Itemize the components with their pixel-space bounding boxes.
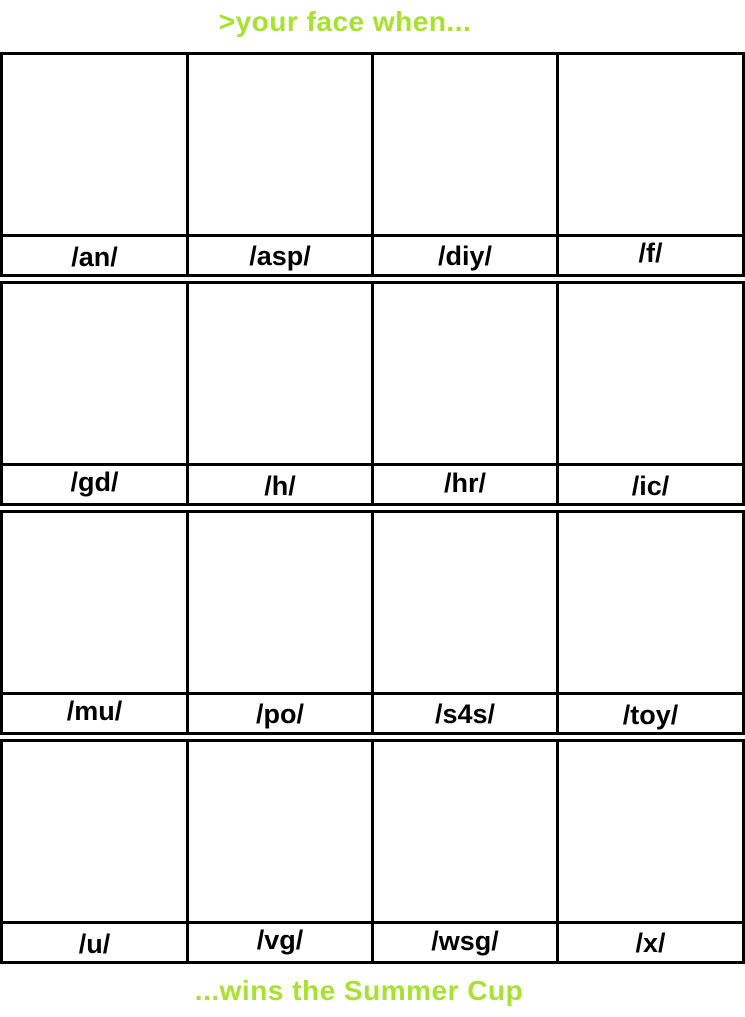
board-label-box bbox=[556, 234, 745, 277]
face-slot bbox=[186, 739, 374, 924]
board-label-box bbox=[186, 921, 374, 964]
board-label: /toy/ bbox=[622, 700, 679, 730]
board-label: /an/ bbox=[71, 242, 118, 272]
board-label: /gd/ bbox=[70, 467, 119, 497]
face-slot bbox=[186, 52, 374, 237]
face-slot bbox=[556, 510, 745, 695]
board-label-box bbox=[556, 463, 745, 506]
board-label-box bbox=[556, 692, 745, 735]
face-slot bbox=[371, 739, 559, 924]
face-slot bbox=[186, 281, 374, 466]
board-label: /asp/ bbox=[249, 241, 311, 271]
board-label: /hr/ bbox=[443, 468, 486, 498]
face-slot bbox=[0, 739, 189, 924]
footer-caption: ...wins the Summer Cup bbox=[194, 975, 524, 1006]
board-label: /po/ bbox=[256, 699, 304, 729]
board-label: /s4s/ bbox=[434, 699, 496, 729]
board-label: /wsg/ bbox=[431, 926, 499, 956]
board-label: /x/ bbox=[635, 928, 666, 958]
board-label-box bbox=[0, 692, 189, 735]
board-label: /mu/ bbox=[66, 696, 123, 726]
board-label: /vg/ bbox=[256, 925, 304, 955]
board-label: /diy/ bbox=[437, 241, 492, 271]
face-slot bbox=[371, 510, 559, 695]
face-slot bbox=[0, 52, 189, 237]
board-label-box bbox=[186, 463, 374, 506]
board-label-box bbox=[0, 921, 189, 964]
face-slot bbox=[371, 281, 559, 466]
board-label: /ic/ bbox=[631, 471, 670, 501]
board-label: /u/ bbox=[78, 929, 111, 959]
face-slot bbox=[0, 510, 189, 695]
board-label-box bbox=[371, 692, 559, 735]
face-slot bbox=[556, 281, 745, 466]
board-label-box bbox=[186, 692, 374, 735]
board-label-box bbox=[556, 921, 745, 964]
face-slot bbox=[0, 281, 189, 466]
board-label: /h/ bbox=[264, 471, 296, 501]
board-label-box bbox=[371, 234, 559, 277]
face-slot bbox=[556, 52, 745, 237]
board-label: /f/ bbox=[638, 238, 663, 268]
board-label-box bbox=[0, 234, 189, 277]
board-label-box bbox=[0, 463, 189, 506]
board-label-box bbox=[371, 921, 559, 964]
face-slot bbox=[186, 510, 374, 695]
face-slot bbox=[556, 739, 745, 924]
board-label-box bbox=[371, 463, 559, 506]
face-slot bbox=[371, 52, 559, 237]
page-title: >your face when... bbox=[218, 6, 472, 37]
board-label-box bbox=[186, 234, 374, 277]
